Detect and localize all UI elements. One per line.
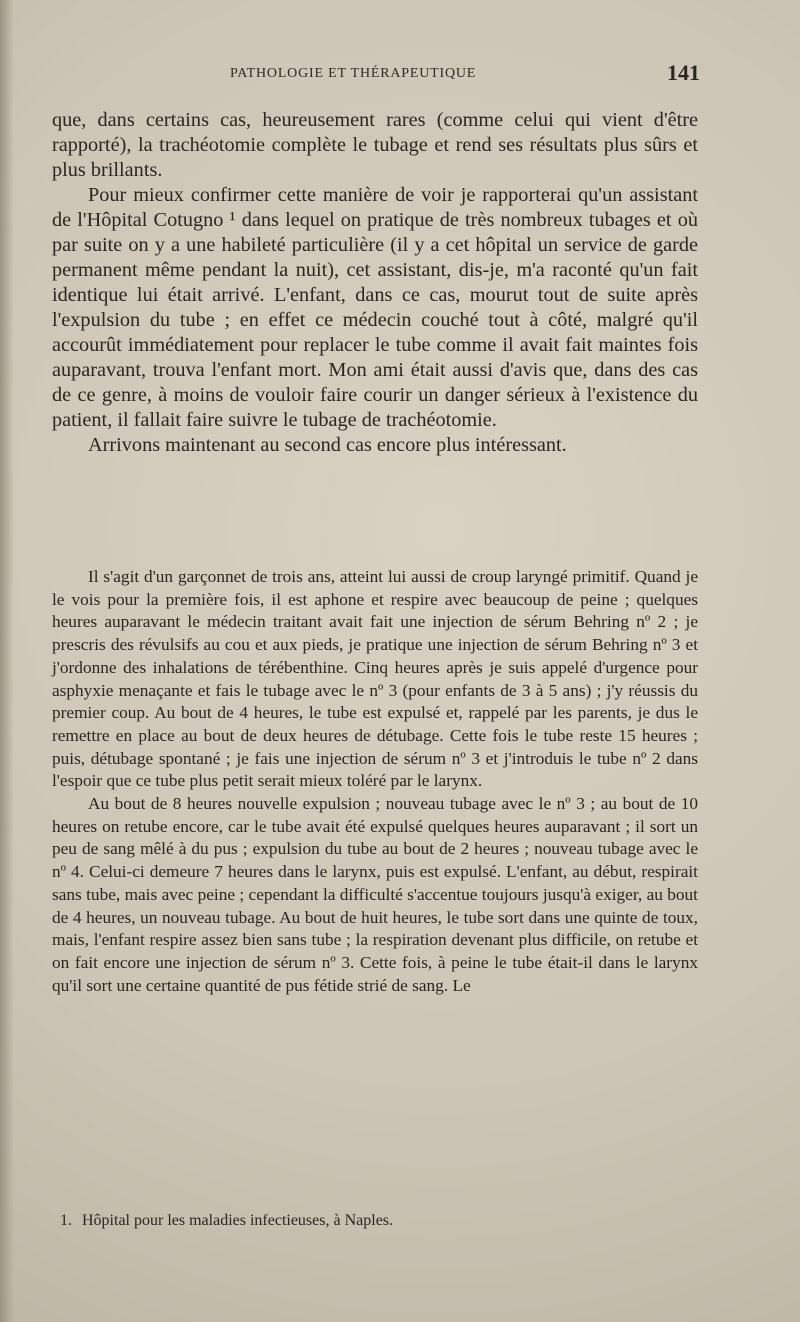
case-report	[52, 566, 698, 997]
running-title: PATHOLOGIE ET THÉRAPEUTIQUE	[230, 66, 477, 81]
footnote-number: 1.	[60, 1212, 72, 1229]
paragraph-4: Il s'agit d'un garçonnet de trois ans, atteint lui aussi de croup laryngé primitif. Quand je le vois pour la première fois, il est aphone et respire avec beaucoup de peine ; quelques heures auparavant le médecin traitant avait fait une injection de sérum Behring nº 2 ; je prescris des révulsifs au cou et aux pieds, je pratique une injection de sérum Behring nº 3 et j'ordonne des inhalations de térébenthine. Cinq heures après je suis appelé d'urgence pour asphyxie menaçante et fais le tubage avec le nº 3 (pour enfants de 3 à 5 ans) ; j'y réussis du premier coup. Au bout de 4 heures, le tube est expulsé et, rappelé par les parents, je dus le remettre en place au bout de deux heures de détubage. Cette fois le tube reste 15 heures ; puis, détubage spontané ; je fais une injection de sérum nº 3 et j'introduis le tube nº 2 dans l'espoir que ce tube plus petit serait mieux toléré par le larynx.	[52, 567, 698, 791]
page-header	[60, 60, 700, 90]
main-text	[52, 108, 698, 458]
paragraph-2: Pour mieux confirmer cette manière de voir je rapporterai qu'un assistant de l'Hôpital Cotugno ¹ dans lequel on pratique de très nombreux tubages et où par suite on y a une habileté particulière (il y a cet hôpital un service de garde permanent même pendant la nuit), cet assistant, dis-je, m'a raconté qu'un fait identique lui était arrivé. L'enfant, dans ce cas, mourut tout de suite après l'expulsion du tube ; en effet ce médecin couché tout à côté, malgré qu'il accourût immédiatement pour replacer le tube comme il avait fait maintes fois auparavant, trouva l'enfant mort. Mon ami était aussi d'avis que, dans des cas de ce genre, à moins de vouloir faire courir un danger sérieux à l'existence du patient, il fallait faire suivre le tubage de trachéotomie.	[52, 184, 698, 431]
paragraph-5: Au bout de 8 heures nouvelle expulsion ; nouveau tubage avec le nº 3 ; au bout de 10 heures on retube encore, car le tube avait été expulsé quelques heures auparavant ; il sort un peu de sang mêlé à du pus ; expulsion du tube au bout de 2 heures ; nouveau tubage avec le nº 4. Celui-ci demeure 7 heures dans le larynx, puis est expulsé. L'enfant, au début, respirait sans tube, mais avec peine ; cependant la difficulté s'accentue toujours jusqu'à exiger, au bout de 4 heures, un nouveau tubage. Au bout de huit heures, le tube sort dans une quinte de toux, mais, l'enfant respire assez bien sans tube ; la respiration devenant plus difficile, on retube et on fait encore une injection de sérum nº 3. Cette fois, à peine le tube était-il dans le larynx qu'il sort une certaine quantité de pus fétide strié de sang. Le	[52, 794, 698, 995]
page-number: 141	[667, 60, 700, 85]
footnote	[60, 1211, 700, 1231]
paragraph-3: Arrivons maintenant au second cas encore plus intéressant.	[88, 434, 567, 456]
footnote-text: Hôpital pour les maladies infectieuses, à Naples.	[82, 1212, 394, 1229]
paragraph-1: que, dans certains cas, heureusement rares (comme celui qui vient d'être rapporté), la trachéotomie complète le tubage et rend ses résultats plus sûrs et plus brillants.	[52, 109, 698, 181]
page-gutter-shadow	[0, 0, 14, 1322]
